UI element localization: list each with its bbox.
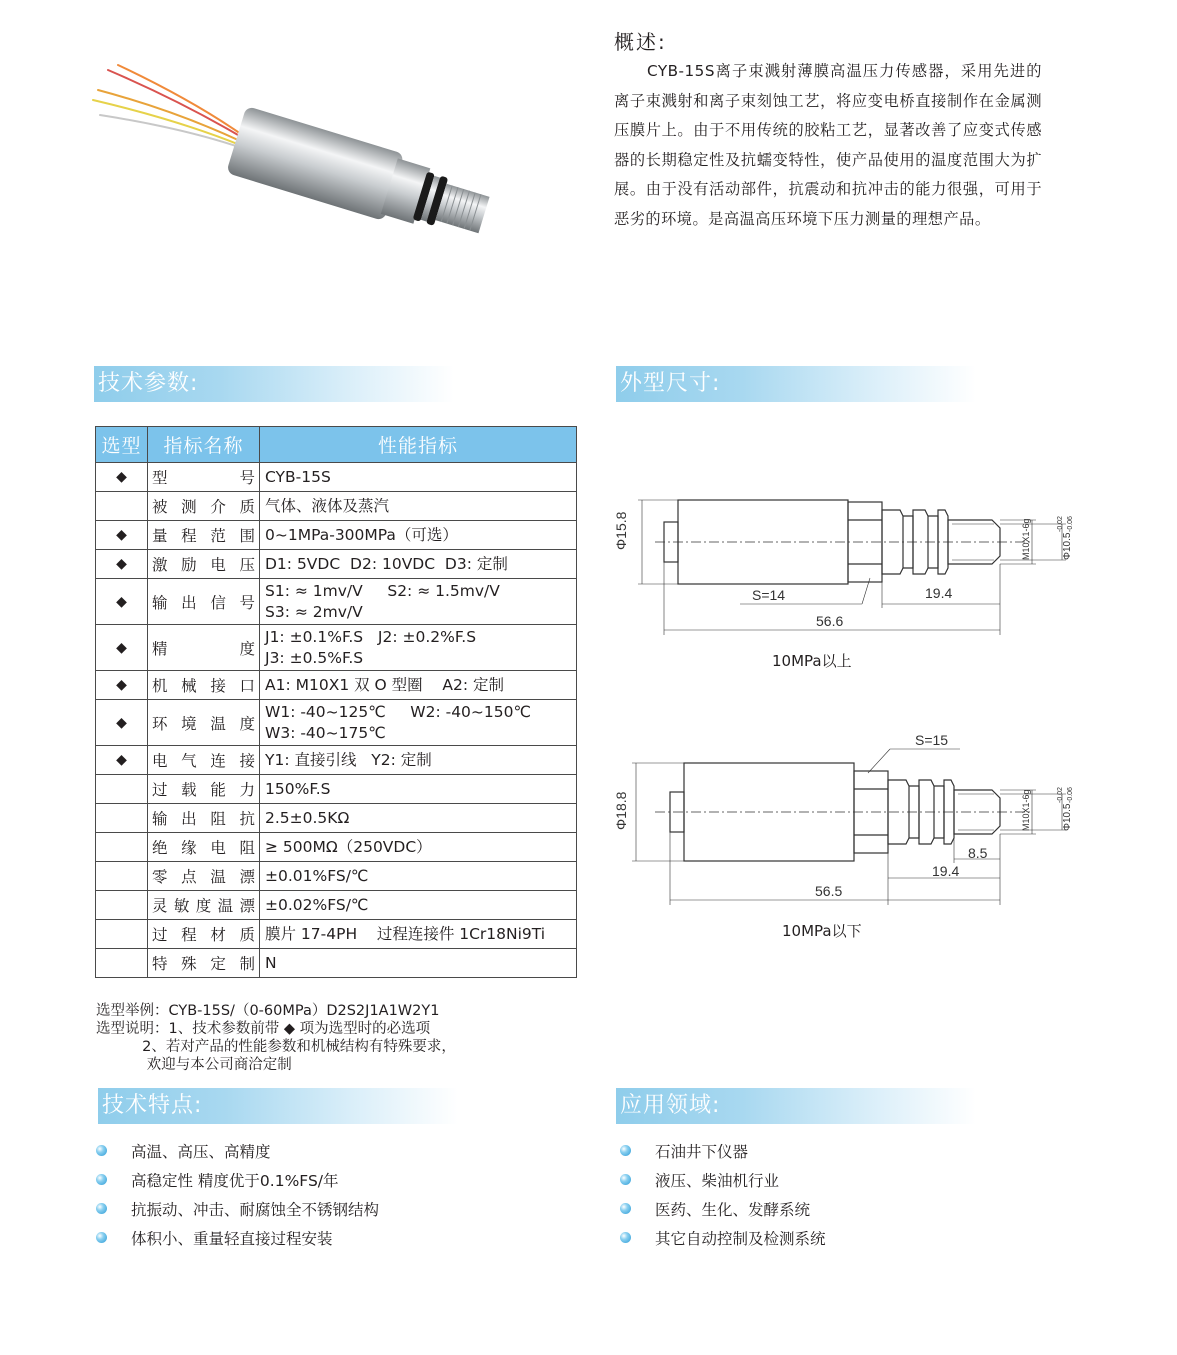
dim-total-length: 56.6 [816, 613, 844, 629]
param-value-line: Y1: 直接引线 Y2: 定制 [265, 750, 432, 769]
param-name [148, 521, 260, 550]
param-value-line: A1: M10X1 双 O 型圈 A2: 定制 [265, 675, 504, 694]
param-name-text: 环 境 温 度 [152, 714, 255, 733]
param-value [260, 579, 577, 625]
list-item: 高稳定性 精度优于0.1%FS/年 [96, 1165, 379, 1194]
table-row [96, 671, 577, 700]
dim-tip-length: 8.5 [968, 845, 988, 861]
param-name [148, 862, 260, 891]
param-name [148, 492, 260, 521]
param-name-text: 被 测 介 质 [152, 498, 255, 516]
dim-tol-lower: -0.06 [1067, 516, 1074, 532]
param-value-line: W3: -40~175℃ [265, 723, 386, 742]
section-header-dims: 外型尺寸: [616, 366, 976, 402]
dim-thread: M10X1-6g [1021, 518, 1031, 560]
bullet-icon [96, 1145, 107, 1156]
list-item: 体积小、重量轻直接过程安装 [96, 1223, 379, 1252]
section-header-params: 技术参数: [94, 366, 454, 402]
list-item: 高温、高压、高精度 [96, 1136, 379, 1165]
product-photo [88, 60, 498, 290]
param-value-line: 0~1MPa-300MPa（可选） [265, 525, 458, 544]
table-row [96, 700, 577, 746]
param-value-line: J3: ±0.5%F.S [265, 648, 364, 667]
param-name-text: 输 出 信 号 [152, 593, 255, 612]
param-value-line: S1: ≈ 1mv/V S2: ≈ 1.5mv/V [265, 581, 500, 600]
param-name-text: 零 点 温 漂 [152, 868, 255, 886]
table-row [96, 833, 577, 862]
bullet-icon [620, 1203, 631, 1214]
param-value [260, 625, 577, 671]
param-value-line: 气体、液体及蒸汽 [265, 496, 390, 515]
note-line: 2、若对产品的性能参数和机械结构有特殊要求， [96, 1039, 456, 1055]
bullet-icon [96, 1174, 107, 1185]
param-name-text: 输 出 阻 抗 [152, 810, 255, 828]
param-name [148, 550, 260, 579]
param-name-text: 机 械 接 口 [152, 677, 255, 695]
note-line: 选型举例：CYB-15S/（0-60MPa）D2S2J1A1W2Y1 [96, 1003, 440, 1019]
required-marker: ◆ [96, 579, 148, 625]
param-name-text: 特 殊 定 制 [152, 955, 255, 973]
param-value-line: ≥ 500MΩ（250VDC） [265, 837, 432, 856]
note-line: 选型说明：1、技术参数前带 ◆ 项为选型时的必选项 [96, 1021, 431, 1037]
required-marker: ◆ [96, 700, 148, 746]
param-value-line: 2.5±0.5KΩ [265, 808, 350, 827]
required-marker [96, 920, 148, 949]
list-item: 液压、柴油机行业 [620, 1165, 826, 1194]
bullet-icon [96, 1203, 107, 1214]
param-name [148, 949, 260, 978]
param-value-line: 150%F.S [265, 779, 331, 798]
param-name [148, 920, 260, 949]
table-row [96, 949, 577, 978]
dim-thread: M10X1-6g [1021, 789, 1031, 831]
param-value-line: J1: ±0.1%F.S J2: ±0.2%F.S [265, 627, 477, 646]
list-item: 抗振动、冲击、耐腐蚀全不锈钢结构 [96, 1194, 379, 1223]
param-name [148, 891, 260, 920]
table-row [96, 746, 577, 775]
note-line: 欢迎与本公司商洽定制 [96, 1057, 292, 1073]
param-name-text: 灵 敏 度 温 漂 [152, 897, 255, 915]
header-select: 选型 [96, 427, 148, 463]
table-row [96, 521, 577, 550]
parameter-table [95, 426, 577, 978]
table-row [96, 891, 577, 920]
required-marker [96, 775, 148, 804]
list-item: 石油井下仪器 [620, 1136, 826, 1165]
dim-tip-diameter: Φ10.5 [1062, 803, 1073, 831]
param-name-text: 精 度 [152, 639, 255, 658]
param-name-text: 激 励 电 压 [152, 556, 255, 574]
param-value [260, 775, 577, 804]
bullet-icon [96, 1232, 107, 1243]
section-header-applications: 应用领域: [616, 1088, 976, 1124]
param-name [148, 671, 260, 700]
required-marker: ◆ [96, 746, 148, 775]
table-row [96, 775, 577, 804]
param-value [260, 521, 577, 550]
param-value-line: D1: 5VDC D2: 10VDC D3: 定制 [265, 554, 508, 573]
dim-hex: S=14 [752, 587, 786, 603]
param-value [260, 833, 577, 862]
dim-diameter: Φ18.8 [613, 791, 629, 830]
param-value [260, 492, 577, 521]
required-marker [96, 891, 148, 920]
required-marker [96, 862, 148, 891]
required-marker: ◆ [96, 671, 148, 700]
table-row [96, 625, 577, 671]
table-row [96, 463, 577, 492]
overview-title: 概述: [614, 30, 667, 54]
param-name-text: 型 号 [152, 469, 255, 487]
dim-thread-length: 19.4 [932, 863, 960, 879]
features-list [96, 1136, 379, 1252]
param-value [260, 550, 577, 579]
section-header-features: 技术特点: [98, 1088, 458, 1124]
param-value-line: CYB-15S [265, 467, 331, 486]
table-row [96, 579, 577, 625]
dim-tol-lower: -0.06 [1067, 787, 1074, 803]
dim-thread-length: 19.4 [925, 585, 953, 601]
required-marker [96, 492, 148, 521]
param-name [148, 579, 260, 625]
param-name-text: 量 程 范 围 [152, 527, 255, 545]
required-marker: ◆ [96, 550, 148, 579]
required-marker [96, 949, 148, 978]
dim-diameter: Φ15.8 [613, 511, 629, 550]
param-name-text: 过 载 能 力 [152, 781, 255, 799]
param-value-line: W1: -40~125℃ W2: -40~150℃ [265, 702, 531, 721]
param-name [148, 463, 260, 492]
dim-total-length: 56.5 [815, 883, 843, 899]
parameter-table-body [96, 463, 577, 978]
param-value-line: S3: ≈ 2mv/V [265, 602, 363, 621]
drawing-caption-high: 10MPa以上 [772, 652, 852, 670]
required-marker: ◆ [96, 463, 148, 492]
list-item: 其它自动控制及检测系统 [620, 1223, 826, 1252]
param-value [260, 891, 577, 920]
param-name [148, 775, 260, 804]
applications-list [620, 1136, 826, 1252]
param-name-text: 绝 缘 电 阻 [152, 839, 255, 857]
param-value [260, 671, 577, 700]
overview-text: CYB-15S离子束溅射薄膜高温压力传感器，采用先进的离子束溅射和离子束刻蚀工艺，将应变电桥直接制作在金属测压膜片上。由于不用传统的胶粘工艺，显著改善了应变式传感器的长期稳定性及抗蠕变特性，使产品使用的温度范围大为扩展。由于没有活动部件，抗震动和抗冲击的能力很强，可用于恶劣的环境。是高温高压环境下压力测量的理想产品。 [614, 62, 1042, 228]
param-value [260, 949, 577, 978]
param-name [148, 700, 260, 746]
param-name-text: 电 气 连 接 [152, 752, 255, 770]
dim-hex: S=15 [915, 732, 949, 748]
list-item: 医药、生化、发酵系统 [620, 1194, 826, 1223]
dim-tip-diameter: Φ10.5 [1062, 532, 1073, 560]
dim-tol-upper: -0.02 [1057, 787, 1064, 803]
header-name: 指标名称 [148, 427, 260, 463]
param-name [148, 833, 260, 862]
param-value [260, 463, 577, 492]
required-marker [96, 833, 148, 862]
required-marker: ◆ [96, 521, 148, 550]
param-value [260, 862, 577, 891]
bullet-icon [620, 1145, 631, 1156]
table-row [96, 492, 577, 521]
param-value [260, 920, 577, 949]
bullet-icon [620, 1232, 631, 1243]
param-value-line: N [265, 953, 277, 972]
table-row [96, 804, 577, 833]
table-row [96, 920, 577, 949]
param-value-line: ±0.01%FS/℃ [265, 866, 369, 885]
param-name-text: 过 程 材 质 [152, 926, 255, 944]
bullet-icon [620, 1174, 631, 1185]
table-row [96, 862, 577, 891]
dim-tol-upper: -0.02 [1057, 516, 1064, 532]
param-value-line: ±0.02%FS/℃ [265, 895, 369, 914]
required-marker: ◆ [96, 625, 148, 671]
param-name [148, 804, 260, 833]
param-value [260, 804, 577, 833]
param-name [148, 746, 260, 775]
selection-notes [96, 1002, 456, 1074]
required-marker [96, 804, 148, 833]
drawing-caption-low: 10MPa以下 [782, 922, 862, 940]
header-value: 性能指标 [260, 427, 577, 463]
table-row [96, 550, 577, 579]
param-value [260, 700, 577, 746]
param-value [260, 746, 577, 775]
param-value-line: 膜片 17-4PH 过程连接件 1Cr18Ni9Ti [265, 924, 546, 943]
param-name [148, 625, 260, 671]
